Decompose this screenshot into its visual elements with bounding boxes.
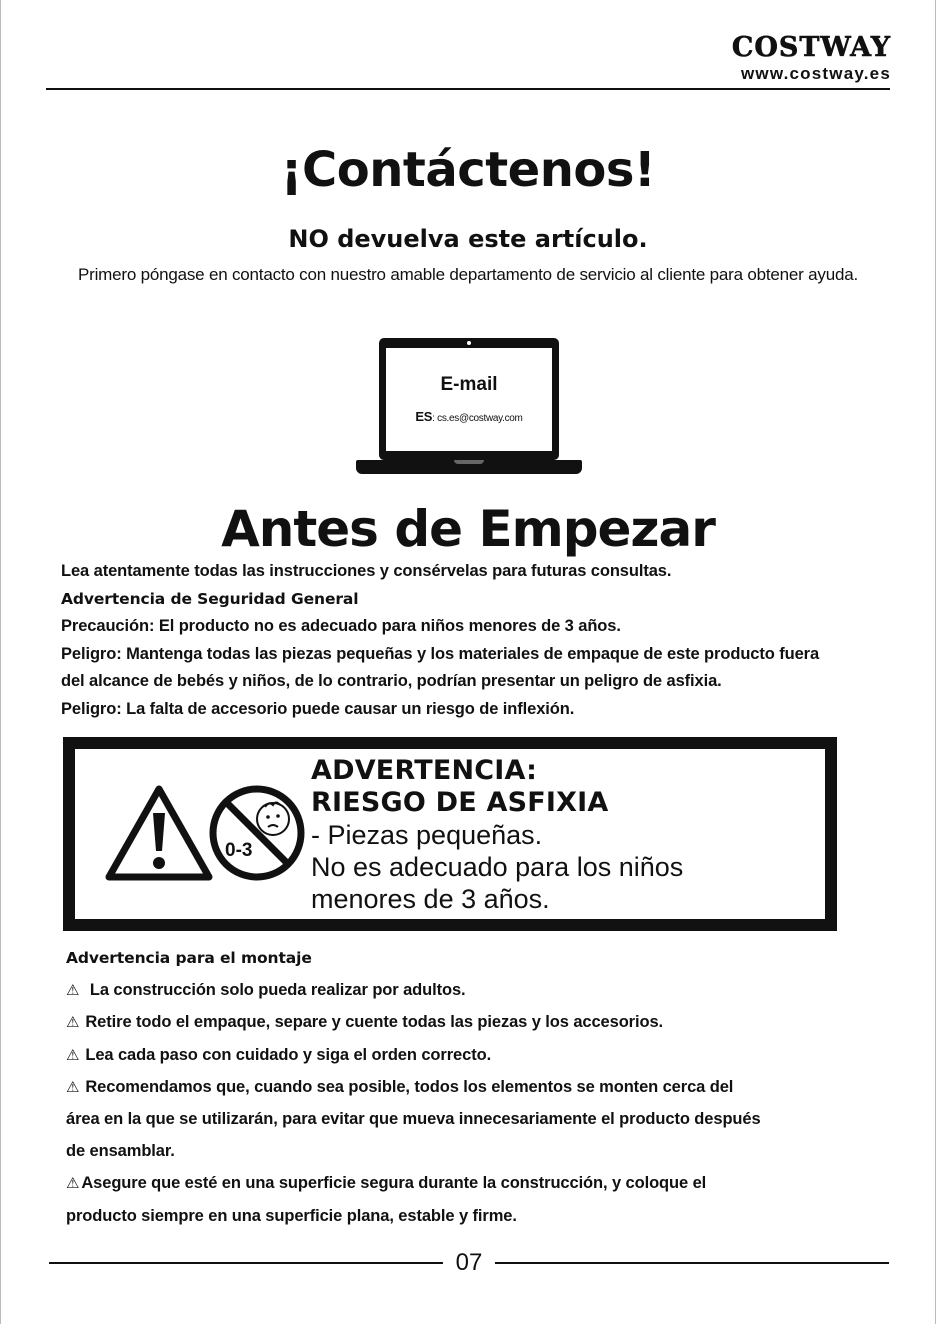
- warning-line-2: No es adecuado para los niños: [311, 852, 684, 882]
- assembly-item-4-text-a: Recomendamos que, cuando sea posible, todos los elementos se monten cerca del: [85, 1077, 734, 1096]
- contact-description: Primero póngase en contacto con nuestro amable departamento de servicio al cliente para obtener ayuda.: [77, 265, 859, 284]
- assembly-item-3: [66, 1039, 886, 1071]
- assembly-item-4: [66, 1071, 886, 1103]
- laptop-screen: [379, 338, 559, 460]
- before-start-title: Antes de Empezar: [221, 500, 715, 558]
- warning-text: [311, 755, 831, 915]
- warning-line-3: menores de 3 años.: [311, 884, 550, 914]
- camera-dot: [467, 341, 471, 345]
- assembly-item-4-cont: área en la que se utilizarán, para evitar que mueva innecesariamente el producto después: [66, 1110, 761, 1129]
- warning-line-1: - Piezas pequeñas.: [311, 820, 543, 850]
- laptop-notch: [454, 460, 484, 464]
- danger-text-1a: Peligro: Mantenga todas las piezas pequeñas y los materiales de empaque de este producto fuera: [61, 644, 820, 663]
- choking-heading: RIESGO DE ASFIXIA: [311, 787, 609, 818]
- warning-small-icon: ⚠: [66, 1077, 80, 1096]
- assembly-heading: Advertencia para el montaje: [66, 949, 312, 967]
- no-return-notice: NO devuelva este artículo.: [288, 225, 648, 253]
- email-country: ES: [415, 409, 433, 424]
- brand-name: COSTWAY: [731, 32, 891, 63]
- email-address: : cs.es@costway.com: [432, 413, 523, 424]
- contact-title: ¡Contáctenos!: [280, 142, 656, 198]
- safety-section: [61, 558, 901, 723]
- warning-small-icon: ⚠: [66, 981, 80, 1000]
- danger-text-2: Peligro: La falta de accesorio puede causar un riesgo de inflexión.: [61, 699, 575, 718]
- email-label: E-mail: [440, 374, 498, 395]
- footer-rule-left: [49, 1262, 443, 1264]
- assembly-item-3-text: Lea cada paso con cuidado y siga el orden correcto.: [85, 1045, 492, 1064]
- assembly-item-5-text-a: Asegure que esté en una superficie segura durante la construcción, y coloque el: [81, 1174, 707, 1193]
- assembly-item-5-cont: producto siempre en una superficie plana, estable y firme.: [66, 1206, 517, 1225]
- warning-small-icon: ⚠: [66, 1045, 80, 1064]
- assembly-section: [66, 942, 886, 1232]
- assembly-item-1: [66, 974, 886, 1006]
- page-number: 07: [455, 1249, 483, 1276]
- caution-text: Precaución: El producto no es adecuado para niños menores de 3 años.: [61, 617, 621, 635]
- assembly-item-1-text: La construcción solo pueda realizar por adultos.: [89, 981, 466, 1000]
- safety-heading: Advertencia de Seguridad General: [61, 589, 359, 608]
- laptop-icon: [356, 336, 582, 478]
- header-divider: [46, 88, 890, 90]
- warning-small-icon: ⚠: [66, 1013, 80, 1032]
- age-label: 0-3: [225, 840, 253, 861]
- warning-triangle-icon: [103, 783, 215, 883]
- email-address-line: [386, 410, 552, 426]
- assembly-item-4-end: de ensamblar.: [66, 1142, 175, 1161]
- laptop-base: [356, 460, 582, 474]
- brand-logo: [732, 34, 891, 84]
- intro-text: Lea atentamente todas las instrucciones y consérvelas para futuras consultas.: [61, 562, 672, 580]
- warning-small-icon: ⚠: [66, 1174, 80, 1193]
- footer-rule-right: [495, 1262, 889, 1264]
- assembly-item-5: [66, 1167, 886, 1199]
- assembly-item-2: [66, 1006, 886, 1038]
- laptop-display: [386, 348, 552, 451]
- brand-url: www.costway.es: [740, 64, 891, 83]
- warning-heading: ADVERTENCIA:: [311, 755, 538, 786]
- assembly-item-2-text: Retire todo el empaque, separe y cuente todas las piezas y los accesorios.: [85, 1013, 664, 1032]
- danger-text-1b: del alcance de bebés y niños, de lo contrario, podrían presentar un peligro de asfixia.: [61, 672, 722, 690]
- choking-warning-box: [63, 737, 837, 931]
- no-children-0-3-icon: [207, 783, 307, 883]
